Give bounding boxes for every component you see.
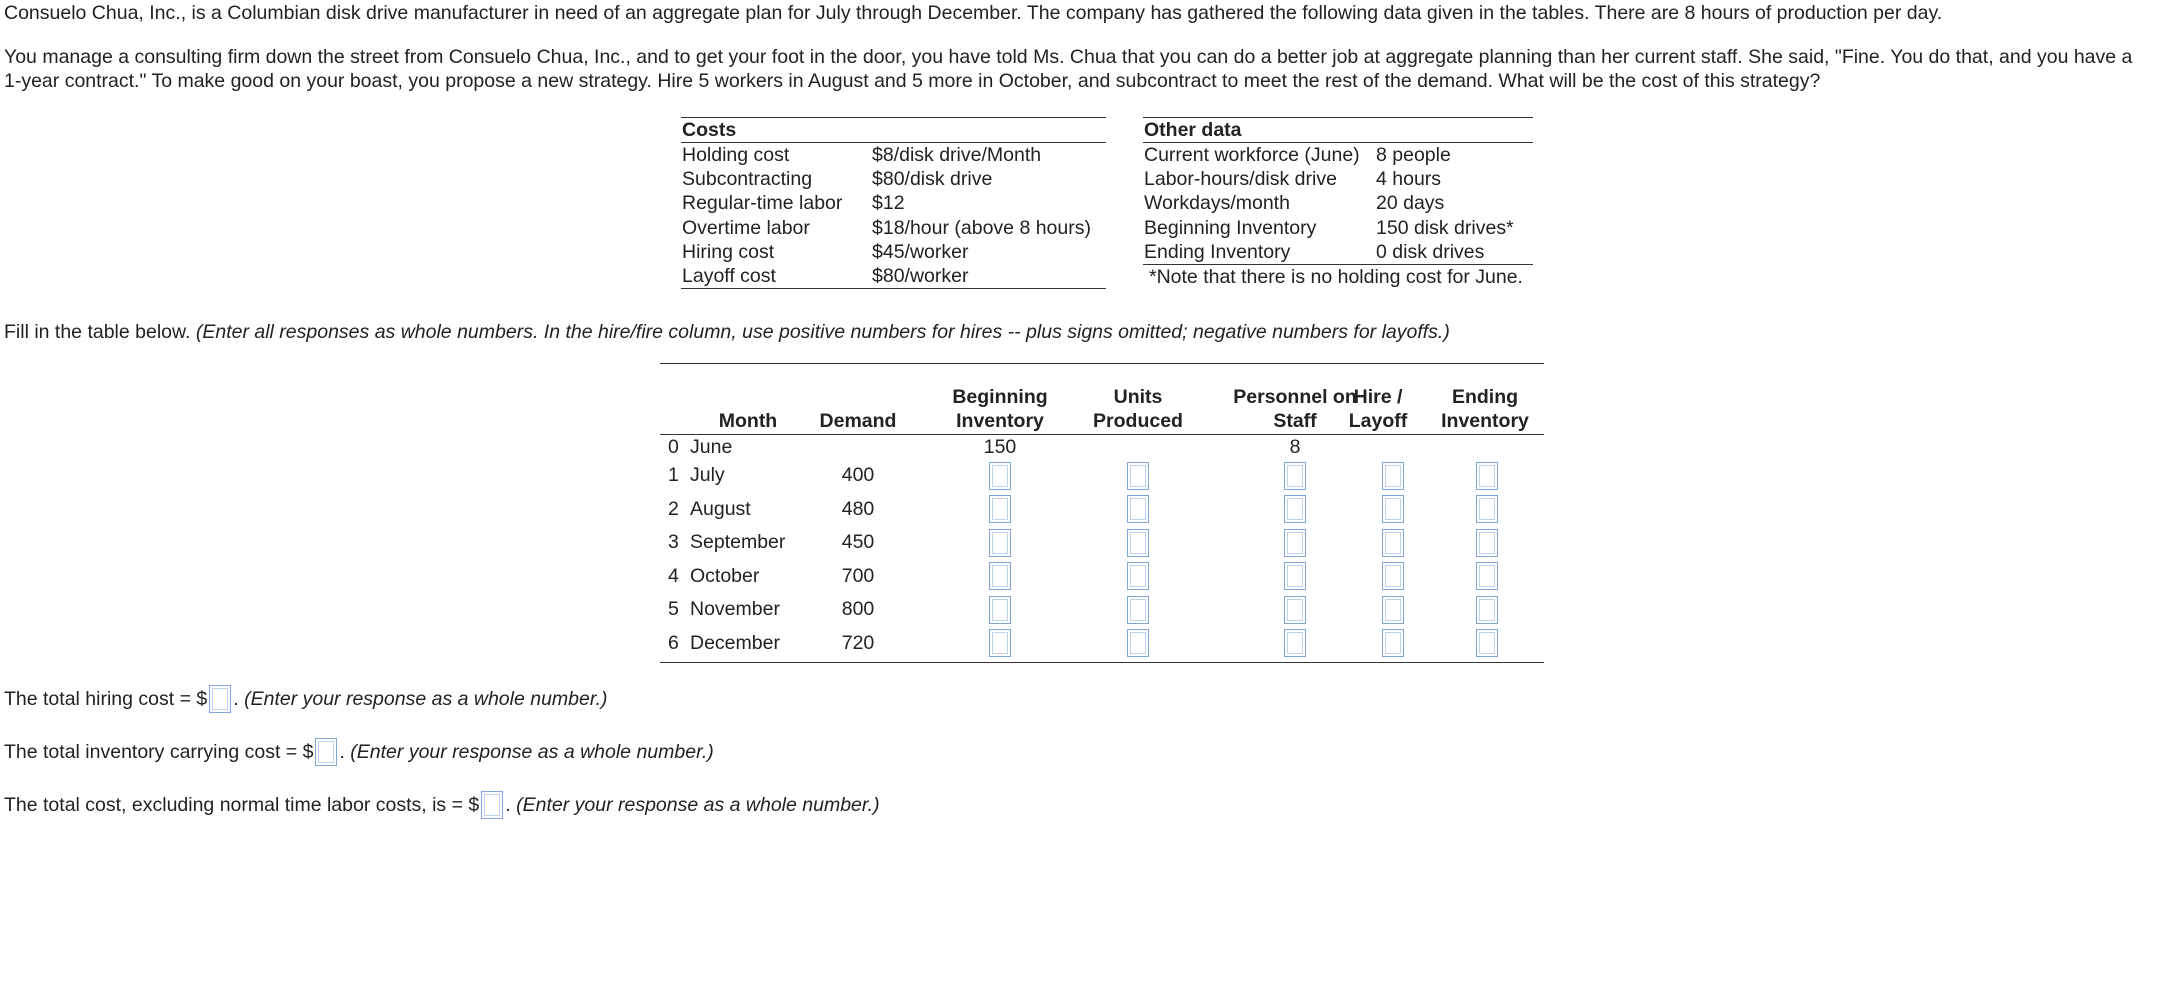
costs-row [681,264,1106,288]
costs-title: Costs [681,118,1106,143]
month-index: 3 [668,531,679,554]
other-data-title: Other data [1143,118,1533,143]
costs-row [681,191,1106,215]
fill-instructions-lead: Fill in the table below. [4,321,196,343]
month-index: 2 [668,497,679,520]
personnel-input[interactable] [1284,596,1306,624]
units-produced-input[interactable] [1127,495,1149,523]
units-produced-input[interactable] [1127,562,1149,590]
inventory-cost-suffix: . [339,741,351,763]
month-index: 1 [668,464,679,487]
table-row [660,526,1544,560]
month-name: October [690,564,760,587]
beginning-inventory-input[interactable] [989,495,1011,523]
demand-value: 450 [841,531,875,554]
plan-table-header [660,384,1544,435]
other-data-label: Workdays/month [1144,192,1290,215]
demand-value: 720 [841,631,875,654]
personnel-input[interactable] [1284,495,1306,523]
month-name: July [690,464,725,487]
other-data-label: Current workforce (June) [1144,144,1360,166]
beginning-inventory-input[interactable] [989,562,1011,590]
cost-value: $80/worker [872,264,969,287]
beginning-inventory-input[interactable] [989,629,1011,657]
other-data-row [1143,167,1533,191]
beginning-inventory-input[interactable] [989,596,1011,624]
ending-inventory-input[interactable] [1476,629,1498,657]
other-data-row [1143,143,1533,167]
personnel-input[interactable] [1284,462,1306,490]
problem-intro: Consuelo Chua, Inc., is a Columbian disk drive manufacturer in need of an aggregate plan for July through December. The company has gathered the following data given in the tables. There are 8 hours of production per day. [4,2,1943,24]
other-data-row [1143,240,1533,265]
other-data-table [1143,117,1533,289]
holding-cost-note: *Note that there is no holding cost for June. [1149,265,1523,288]
header-personnel-line2: Staff [1273,410,1317,432]
table-row [660,627,1544,661]
personnel-input[interactable] [1284,529,1306,557]
cost-value: $12 [872,192,905,215]
header-hire-line1: Hire / [1353,386,1403,408]
demand-value: 800 [841,598,875,621]
table-row [660,593,1544,627]
other-data-value: 20 days [1376,192,1445,215]
other-data-value: 150 disk drives* [1376,216,1514,239]
costs-row [681,240,1106,264]
aggregate-plan-table [660,363,1544,663]
other-data-row [1143,216,1533,240]
hire-layoff-input[interactable] [1382,495,1404,523]
header-beginning-line2: Inventory [956,410,1044,432]
inventory-cost-input[interactable] [315,738,337,766]
header-beginning-inventory [940,385,1060,433]
cost-label: Holding cost [682,144,790,166]
total-cost-input[interactable] [481,791,503,819]
other-data-label: Labor-hours/disk drive [1144,168,1337,191]
total-cost-prefix: The total cost, excluding normal time labor costs, is = $ [4,794,480,816]
header-demand: Demand [819,410,897,432]
header-ending-inventory [1430,385,1540,433]
header-hire-line2: Layoff [1348,410,1408,432]
personnel-input[interactable] [1284,562,1306,590]
hire-layoff-input[interactable] [1382,462,1404,490]
other-data-label: Beginning Inventory [1144,216,1317,239]
units-produced-input[interactable] [1127,596,1149,624]
cost-value: $80/disk drive [872,168,993,191]
demand-value: 480 [841,497,875,520]
fill-instructions [4,320,1450,344]
cost-value: $45/worker [872,240,969,263]
question-inventory-cost [4,737,714,767]
inventory-cost-hint: (Enter your response as a whole number.) [350,741,714,763]
inventory-cost-prefix: The total inventory carrying cost = $ [4,741,314,763]
cost-value: $8/disk drive/Month [872,144,1042,166]
month-index: 6 [668,631,679,654]
hiring-cost-hint: (Enter your response as a whole number.) [244,688,608,710]
header-units-line1: Units [1113,386,1163,408]
hire-layoff-input[interactable] [1382,562,1404,590]
personnel-value: 8 [1289,435,1301,458]
cost-label: Subcontracting [682,168,813,191]
table-row [660,459,1544,493]
month-name: August [690,497,751,520]
header-units-produced [1078,385,1198,433]
cost-label: Layoff cost [682,264,776,287]
ending-inventory-input[interactable] [1476,529,1498,557]
header-ending-line1: Ending [1451,386,1519,408]
question-hiring-cost [4,684,608,714]
cost-label: Regular-time labor [682,192,843,215]
table-row-june [660,435,1544,459]
costs-row [681,167,1106,191]
other-data-label: Ending Inventory [1144,240,1291,263]
ending-inventory-input[interactable] [1476,495,1498,523]
month-index: 0 [668,435,679,458]
beginning-inventory-input[interactable] [989,462,1011,490]
table-row [660,560,1544,594]
fill-instructions-hint: (Enter all responses as whole numbers. In the hire/fire column, use positive numbers for hires -- plus signs omitted; negative numbers for layoffs.) [195,321,1450,343]
costs-row [681,143,1106,167]
personnel-input[interactable] [1284,629,1306,657]
hire-layoff-input[interactable] [1382,596,1404,624]
month-index: 5 [668,598,679,621]
hire-layoff-input[interactable] [1382,529,1404,557]
other-data-row [1143,191,1533,215]
problem-strategy: You manage a consulting firm down the street from Consuelo Chua, Inc., and to get your foot in the door, you have told Ms. Chua that you can do a better job at aggregate planning than her current staff. She said, "Fine. You do that, and you have a 1-year contract." To make good on your boast, you propose a new strategy. Hire 5 workers in August and 5 more in October, and subcontract to meet the rest of the demand. What will be the cost of this strategy? [4,46,2133,92]
month-index: 4 [668,564,679,587]
table-row [660,493,1544,527]
beginning-inventory-input[interactable] [989,529,1011,557]
total-cost-hint: (Enter your response as a whole number.) [516,794,880,816]
other-data-value: 4 hours [1376,168,1442,191]
ending-inventory-input[interactable] [1476,596,1498,624]
month-name: December [690,631,780,654]
header-units-line2: Produced [1093,410,1183,432]
header-beginning-line1: Beginning [952,386,1048,408]
cost-label: Hiring cost [682,240,775,263]
beginning-inventory-value: 150 [983,435,1017,458]
header-personnel-line1: Personnel on [1233,386,1357,408]
month-name: November [690,598,780,621]
units-produced-input[interactable] [1127,629,1149,657]
hiring-cost-suffix: . [233,688,245,710]
demand-value: 400 [841,464,875,487]
ending-inventory-input[interactable] [1476,562,1498,590]
cost-value: $18/hour (above 8 hours) [872,216,1091,239]
cost-label: Overtime labor [682,216,810,239]
other-data-value: 0 disk drives [1376,240,1485,263]
total-cost-suffix: . [505,794,517,816]
costs-row [681,216,1106,240]
units-produced-input[interactable] [1127,462,1149,490]
costs-table [681,117,1106,289]
header-ending-line2: Inventory [1441,410,1529,432]
header-hire-layoff [1328,385,1428,433]
units-produced-input[interactable] [1127,529,1149,557]
hire-layoff-input[interactable] [1382,629,1404,657]
hiring-cost-prefix: The total hiring cost = $ [4,688,208,710]
question-total-cost [4,790,880,820]
month-name: September [690,531,786,554]
hiring-cost-input[interactable] [209,685,231,713]
header-month: Month [718,410,778,432]
demand-value: 700 [841,564,875,587]
month-name: June [690,435,733,458]
ending-inventory-input[interactable] [1476,462,1498,490]
other-data-value: 8 people [1376,144,1451,166]
